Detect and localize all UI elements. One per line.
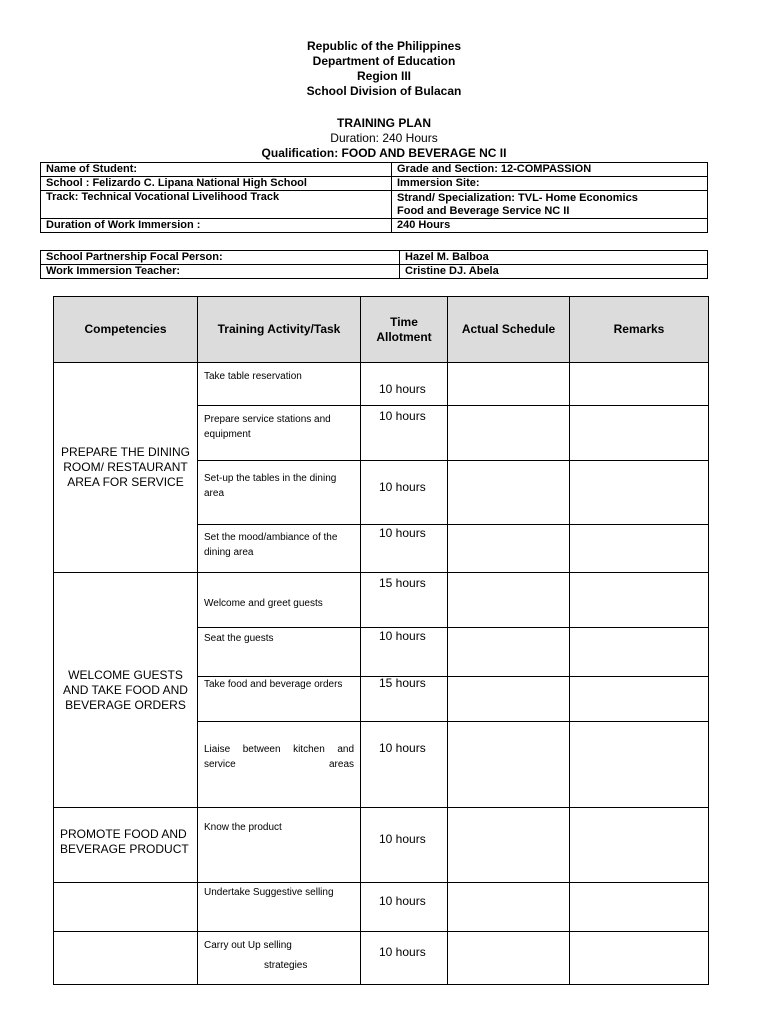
schedule-cell	[448, 628, 570, 677]
activity-cell	[198, 932, 361, 985]
remarks-cell	[570, 363, 709, 406]
remarks-cell	[570, 573, 709, 628]
schedule-cell	[448, 932, 570, 985]
schedule-cell	[448, 363, 570, 406]
activity-cell: Take food and beverage orders	[198, 677, 361, 722]
header-department: Department of Education	[312, 54, 456, 68]
document-title: TRAINING PLAN	[337, 116, 431, 130]
schedule-cell	[448, 808, 570, 883]
remarks-cell	[570, 808, 709, 883]
schedule-cell	[448, 461, 570, 525]
competency-promote-product: PROMOTE FOOD AND BEVERAGE PRODUCT	[54, 808, 198, 883]
remarks-cell	[570, 932, 709, 985]
header-competencies: Competencies	[54, 297, 198, 363]
remarks-cell	[570, 525, 709, 573]
remarks-cell	[570, 722, 709, 808]
time-cell: 10 hours	[361, 722, 448, 808]
qualification-text: Qualification: FOOD AND BEVERAGE NC II	[261, 146, 507, 160]
remarks-cell	[570, 628, 709, 677]
training-plan-table	[53, 296, 709, 985]
remarks-cell	[570, 883, 709, 932]
activity-cell: Prepare service stations and equipment	[198, 406, 361, 461]
header-time: Time Allotment	[361, 297, 448, 363]
name-of-student: Name of Student:	[41, 163, 392, 177]
activity-cell: Set the mood/ambiance of the dining area	[198, 525, 361, 573]
track: Track: Technical Vocational Livelihood Track	[41, 191, 392, 219]
strand-line-2: Food and Beverage Service NC II	[397, 204, 570, 217]
schedule-cell	[448, 406, 570, 461]
immersion-site: Immersion Site:	[392, 177, 708, 191]
header-republic: Republic of the Philippines	[306, 39, 461, 53]
header-activity: Training Activity/Task	[198, 297, 361, 363]
time-cell: 10 hours	[361, 363, 448, 406]
header-remarks: Remarks	[570, 297, 709, 363]
time-cell: 10 hours	[361, 883, 448, 932]
competency-empty-cell	[54, 932, 198, 985]
grade-section: Grade and Section: 12-COMPASSION	[392, 163, 708, 177]
focal-person-name: Hazel M. Balboa	[400, 251, 708, 265]
activity-line-1: Carry out Up selling	[204, 940, 292, 951]
time-cell: 15 hours	[361, 573, 448, 628]
student-info-table	[40, 162, 708, 233]
schedule-cell	[448, 883, 570, 932]
duration-label: Duration of Work Immersion :	[41, 219, 392, 233]
teacher-name: Cristine DJ. Abela	[400, 265, 708, 279]
header-schedule: Actual Schedule	[448, 297, 570, 363]
activity-cell: Welcome and greet guests	[198, 573, 361, 628]
remarks-cell	[570, 461, 709, 525]
focal-person-label: School Partnership Focal Person:	[41, 251, 400, 265]
schedule-cell	[448, 677, 570, 722]
remarks-cell	[570, 406, 709, 461]
competency-welcome-guests: WELCOME GUESTS AND TAKE FOOD AND BEVERAGE ORDERS	[54, 573, 198, 808]
schedule-cell	[448, 573, 570, 628]
strand-line-1: Strand/ Specialization: TVL- Home Economics	[397, 191, 638, 204]
time-cell: 10 hours	[361, 808, 448, 883]
time-cell: 15 hours	[361, 677, 448, 722]
activity-cell: Undertake Suggestive selling	[198, 883, 361, 932]
header-region: Region III	[357, 69, 411, 83]
activity-cell: Seat the guests	[198, 628, 361, 677]
header-division: School Division of Bulacan	[306, 84, 462, 98]
activity-cell: Set-up the tables in the dining area	[198, 461, 361, 525]
activity-cell: Take table reservation	[198, 363, 361, 406]
schedule-cell	[448, 722, 570, 808]
teacher-label: Work Immersion Teacher:	[41, 265, 400, 279]
time-cell: 10 hours	[361, 406, 448, 461]
partners-table	[40, 250, 708, 279]
time-cell: 10 hours	[361, 525, 448, 573]
duration-value: 240 Hours	[392, 219, 708, 233]
competency-prepare-dining: PREPARE THE DINING ROOM/ RESTAURANT AREA FOR SERVICE	[54, 363, 198, 573]
activity-cell: Liaise between kitchen and service areas	[198, 722, 361, 808]
activity-line-2: strategies	[264, 960, 308, 971]
time-cell: 10 hours	[361, 932, 448, 985]
time-cell: 10 hours	[361, 628, 448, 677]
time-cell: 10 hours	[361, 461, 448, 525]
school-name: School : Felizardo C. Lipana National High School	[41, 177, 392, 191]
activity-cell: Know the product	[198, 808, 361, 883]
competency-empty-cell	[54, 883, 198, 932]
schedule-cell	[448, 525, 570, 573]
duration-text: Duration: 240 Hours	[330, 131, 438, 145]
strand-cell	[392, 191, 708, 219]
remarks-cell	[570, 677, 709, 722]
